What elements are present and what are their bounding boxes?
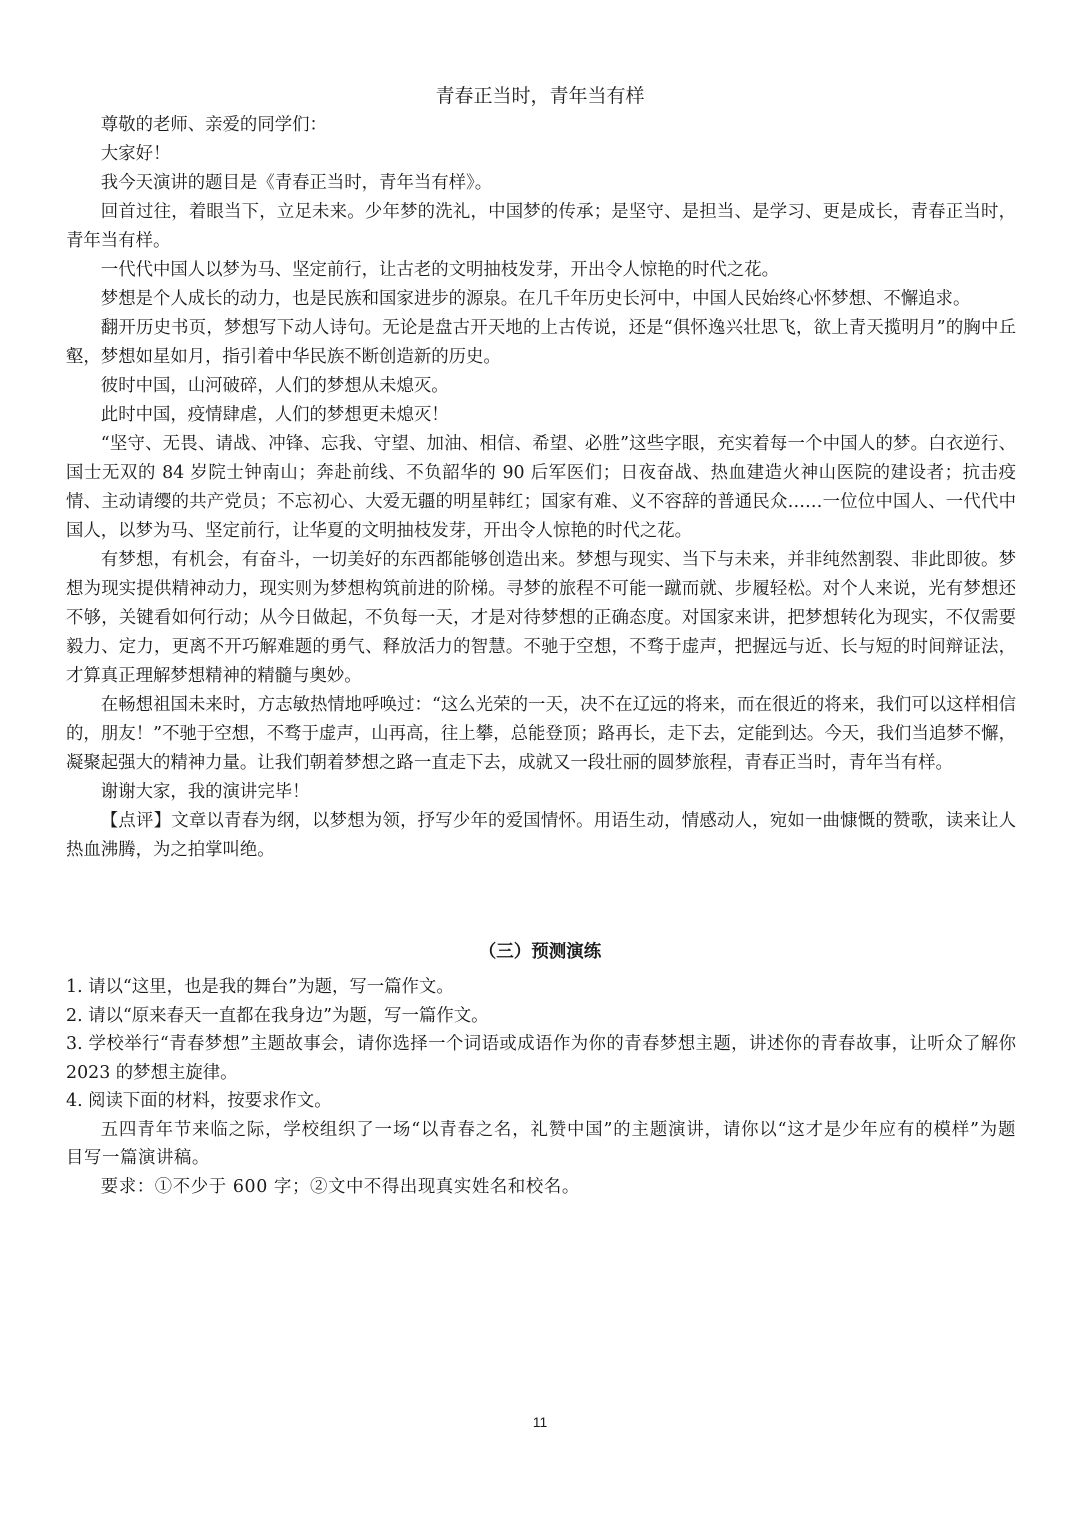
essay-paragraph: 彼时中国，山河破碎，人们的梦想从未熄灭。: [100, 376, 449, 396]
prompt-requirement: 要求：①不少于 600 字；②文中不得出现真实姓名和校名。: [100, 1176, 580, 1197]
prompt-item: 3. 学校举行“青春梦想”主题故事会，请你选择一个词语或成语作为你的青春梦想主题，讲述你的青春故事，让听众了解你 2023 的梦想主旋律。: [66, 1034, 1016, 1083]
essay-paragraph: 一代代中国人以梦为马、坚定前行，让古老的文明抽枝发芽，开出令人惊艳的时代之花。: [100, 260, 780, 280]
essay-paragraph: 我今天演讲的题目是《青春正当时，青年当有样》。: [100, 173, 493, 193]
essay-paragraph: 翻开历史书页，梦想写下动人诗句。无论是盘古开天地的上古传说，还是“俱怀逸兴壮思飞，欲上青天揽明月”的胸中丘壑，梦想如星如月，指引着中华民族不断创造新的历史。: [66, 318, 1016, 367]
prompt-item: 2. 请以“原来春天一直都在我身边”为题，写一篇作文。: [66, 1005, 489, 1026]
essay-paragraph: 尊敬的老师、亲爱的同学们：: [100, 115, 327, 135]
essay-commentary: 【点评】文章以青春为纲，以梦想为领，抒写少年的爱国情怀。用语生动，情感动人，宛如一曲慷慨的赞歌，读来让人热血沸腾，为之拍掌叫绝。: [66, 811, 1016, 860]
essay-paragraph: 有梦想，有机会，有奋斗，一切美好的东西都能够创造出来。梦想与现实、当下与未来，并非纯然割裂、非此即彼。梦想为现实提供精神动力，现实则为梦想构筑前进的阶梯。寻梦的旅程不可能一蹴而就、步履轻松。对个人来说，光有梦想还不够，关键看如何行动；从今日做起，不负每一天，才是对待梦想的正确态度。对国家来讲，把梦想转化为现实，不仅需要毅力、定力，更离不开巧解难题的勇气、释放活力的智慧。不驰于空想，不骛于虚声，把握远与近、长与短的时间辩证法，才算真正理解梦想精神的精髓与奥妙。: [66, 550, 1016, 686]
prompt-item: 1. 请以“这里，也是我的舞台”为题，写一篇作文。: [66, 977, 454, 997]
essay-paragraph: “坚守、无畏、请战、冲锋、忘我、守望、加油、相信、希望、必胜”这些字眼，充实着每一个中国人的梦。白衣逆行、国士无双的 84 岁院士钟南山；奔赴前线、不负韶华的 90 后军医们；日夜奋战、热血建造火神山医院的建设者；抗击疫情、主动请缨的共产党员；不忘初心、大爱无疆的明星韩红；国家有难、义不容辞的普通民众……一位位中国人、一代代中国人，以梦为马、坚定前行，让华夏的文明抽枝发芽，开出令人惊艳的时代之花。: [66, 434, 1016, 541]
essay-paragraph: 此时中国，疫情肆虐，人们的梦想更未熄灭！: [100, 405, 449, 425]
essay-paragraph: 大家好！: [100, 144, 171, 164]
essay-paragraph: 回首过往，着眼当下，立足未来。少年梦的洗礼，中国梦的传承；是坚守、是担当、是学习、更是成长，青春正当时，青年当有样。: [66, 202, 1016, 251]
essay-paragraph: 梦想是个人成长的动力，也是民族和国家进步的源泉。在几千年历史长河中，中国人民始终心怀梦想、不懈追求。: [100, 289, 971, 309]
page-number: 11: [532, 1414, 548, 1430]
prompt-material: 五四青年节来临之际，学校组织了一场“以青春之名，礼赞中国”的主题演讲，请你以“这才是少年应有的模样”为题目写一篇演讲稿。: [66, 1119, 1016, 1168]
essay-paragraph: 在畅想祖国未来时，方志敏热情地呼唤过：“这么光荣的一天，决不在辽远的将来，而在很近的将来，我们可以这样相信的，朋友！”不驰于空想，不骛于虚声，山再高，往上攀，总能登顶；路再长，走下去，定能到达。今天，我们当追梦不懈，凝聚起强大的精神力量。让我们朝着梦想之路一直走下去，成就又一段壮丽的圆梦旅程，青春正当时，青年当有样。: [66, 695, 1016, 773]
essay-paragraph: 谢谢大家，我的演讲完毕！: [100, 782, 310, 802]
essay-body: [66, 111, 1016, 865]
section-title: （三）预测演练: [478, 942, 602, 962]
prompt-item: 4. 阅读下面的材料，按要求作文。: [66, 1091, 332, 1111]
essay-title: 青春正当时，青年当有样: [435, 85, 645, 107]
prompt-list: [66, 973, 1016, 1201]
